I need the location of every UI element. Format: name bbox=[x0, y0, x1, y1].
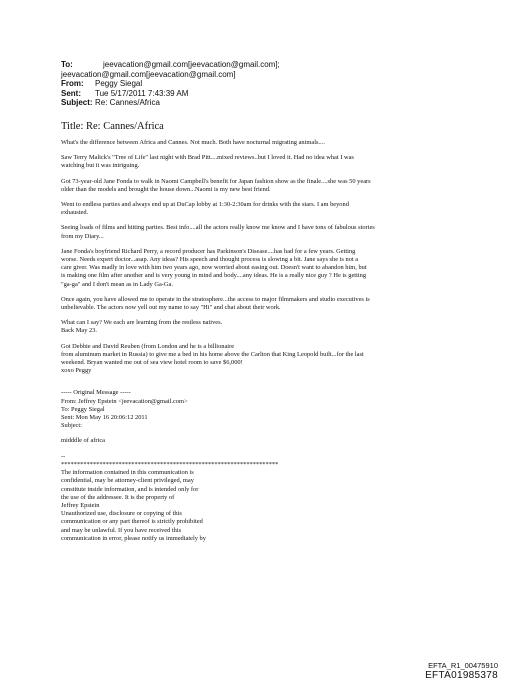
document-id-secondary: EFTA01985378 bbox=[425, 670, 498, 681]
text-line: weekend. Bryan wanted me out of sea view hotel room to save $6,000! bbox=[61, 359, 243, 367]
paragraph bbox=[61, 248, 456, 289]
from-value: Peggy Siegal bbox=[95, 79, 143, 89]
to-row-continued: jeevacation@gmail.com[jeevacation@gmail.com] bbox=[61, 69, 236, 79]
text-line: unbelievable. The actors now yell out my name to say "Hi" and chat about their work. bbox=[61, 304, 281, 312]
email-header bbox=[61, 60, 481, 108]
text-line: from my Diary... bbox=[61, 232, 104, 240]
text-line: Got Debbie and David Reuben (from London and he is a billionaire bbox=[61, 342, 235, 350]
original-from: From: Jeffrey Epstein <jeevacation@gmail.com> bbox=[61, 397, 188, 405]
paragraph bbox=[61, 139, 456, 147]
paragraph bbox=[61, 296, 456, 312]
to-row bbox=[61, 60, 481, 70]
signoff: xoxo Peggy bbox=[61, 367, 92, 375]
text-line: Went to endless parties and always end up at DuCap lobby at 1:30-2:30am for drinks with the stars. I am beyond bbox=[61, 201, 349, 209]
message-body bbox=[61, 139, 456, 550]
text-line: Got 73-year-old Jane Fonda to walk in Naomi Campbell's benefit for Japan fashion show as the finale....she was 50 years bbox=[61, 177, 371, 185]
sent-value: Tue 5/17/2011 7:43:39 AM bbox=[95, 88, 189, 98]
message-title: Title: Re: Cannes/Africa bbox=[61, 121, 164, 132]
text-line: midddle of africa bbox=[61, 437, 106, 445]
disclaimer-line: Jeffrey Epstein bbox=[61, 501, 100, 509]
asterisk-divider: ******************************************************************** bbox=[61, 460, 279, 468]
text-line: Back May 23. bbox=[61, 327, 98, 335]
to-value: jeevacation@gmail.com[jeevacation@gmail.com]; bbox=[103, 60, 280, 69]
disclaimer-line: confidential, may be attorney-client privileged, may bbox=[61, 477, 194, 485]
disclaimer-line: the use of the addressee. It is the property of bbox=[61, 493, 175, 501]
disclaimer-line: The information contained in this communication is bbox=[61, 469, 194, 477]
text-line: Seeing loads of films and hitting parties. Best info....all the actors really know me know and I have tons of fabulous stories bbox=[61, 224, 375, 232]
text-line: What can I say? We each are learning from the restless natives. bbox=[61, 319, 223, 327]
original-to: To: Peggy Siegal bbox=[61, 405, 105, 413]
paragraph bbox=[61, 224, 456, 240]
to-label: To: bbox=[61, 60, 73, 69]
text-line: exhausted. bbox=[61, 209, 89, 217]
original-message-header bbox=[61, 389, 456, 430]
subject-value: Re: Cannes/Africa bbox=[95, 98, 160, 108]
text-line: "ga-ga" and I don't mean as in Lady Ga-Ga. bbox=[61, 280, 173, 288]
disclaimer-line: Unauthorized use, disclosure or copying of this bbox=[61, 510, 182, 518]
text-line: care giver. Was madly in love with him two years ago, now worried about easing out. Doesn't want to abandon him, but bbox=[61, 264, 367, 272]
disclaimer-line: communication or any part thereof is strictly prohibited bbox=[61, 518, 203, 526]
document-ids bbox=[425, 661, 498, 681]
disclaimer-line: constitute inside information, and is intended only for bbox=[61, 485, 199, 493]
disclaimer-line: communication in error, please notify us immediately by bbox=[61, 534, 206, 542]
document-id-primary: EFTA_R1_00475910 bbox=[428, 661, 498, 670]
paragraph bbox=[61, 319, 456, 335]
from-row bbox=[61, 79, 481, 89]
sent-label: Sent: bbox=[61, 88, 81, 98]
text-line: Jane Fonda's boyfriend Richard Perry, a record producer has Parkinson's Disease....has had for a few years. Getting bbox=[61, 247, 356, 255]
original-divider: ----- Original Message ----- bbox=[61, 389, 131, 397]
disclaimer-block bbox=[61, 453, 456, 543]
disclaimer-line: and may be unlawful. If you have received this bbox=[61, 526, 182, 534]
paragraph bbox=[61, 178, 456, 194]
text-line: older than the models and brought the house down...Naomi is my new best friend. bbox=[61, 185, 271, 193]
original-sent: Sent: Mon May 16 20:06:12 2011 bbox=[61, 414, 148, 422]
text-line: Saw Terry Malick's "Tree of Life" last night with Brad Pitt....mixed reviews..but I loved it. Had no idea what I was bbox=[61, 154, 354, 162]
sent-row bbox=[61, 89, 481, 99]
paragraph bbox=[61, 201, 456, 217]
subject-row bbox=[61, 98, 481, 108]
original-subject: Subject: bbox=[61, 422, 82, 430]
text-line: What's the difference between Africa and Cannes. Not much. Both have nocturnal migrating animals.... bbox=[61, 139, 325, 146]
paragraph bbox=[61, 343, 456, 376]
original-message-text bbox=[61, 437, 456, 445]
text-line: from aluminum market in Russia) to give me a bed in his home above the Carlton that King Leopold built...for the last bbox=[61, 350, 364, 358]
signature-dashes: -- bbox=[61, 452, 66, 460]
subject-label: Subject: bbox=[61, 98, 93, 108]
from-label: From: bbox=[61, 79, 84, 89]
text-line: Once again, you have allowed me to operate in the stratosphere...the access to major filmmakers and studio executives is bbox=[61, 295, 370, 303]
text-line: watching but it was intriguing. bbox=[61, 162, 140, 170]
text-line: is making one film after another and is very young in mind and body....any ideas. He is a really nice guy ? He is getting bbox=[61, 272, 367, 280]
paragraph bbox=[61, 154, 456, 170]
text-line: worse. Needs expert doctor...asap. Any ideas? His speech and thought process is slowing a bit. Jane says she is not a bbox=[61, 256, 359, 264]
